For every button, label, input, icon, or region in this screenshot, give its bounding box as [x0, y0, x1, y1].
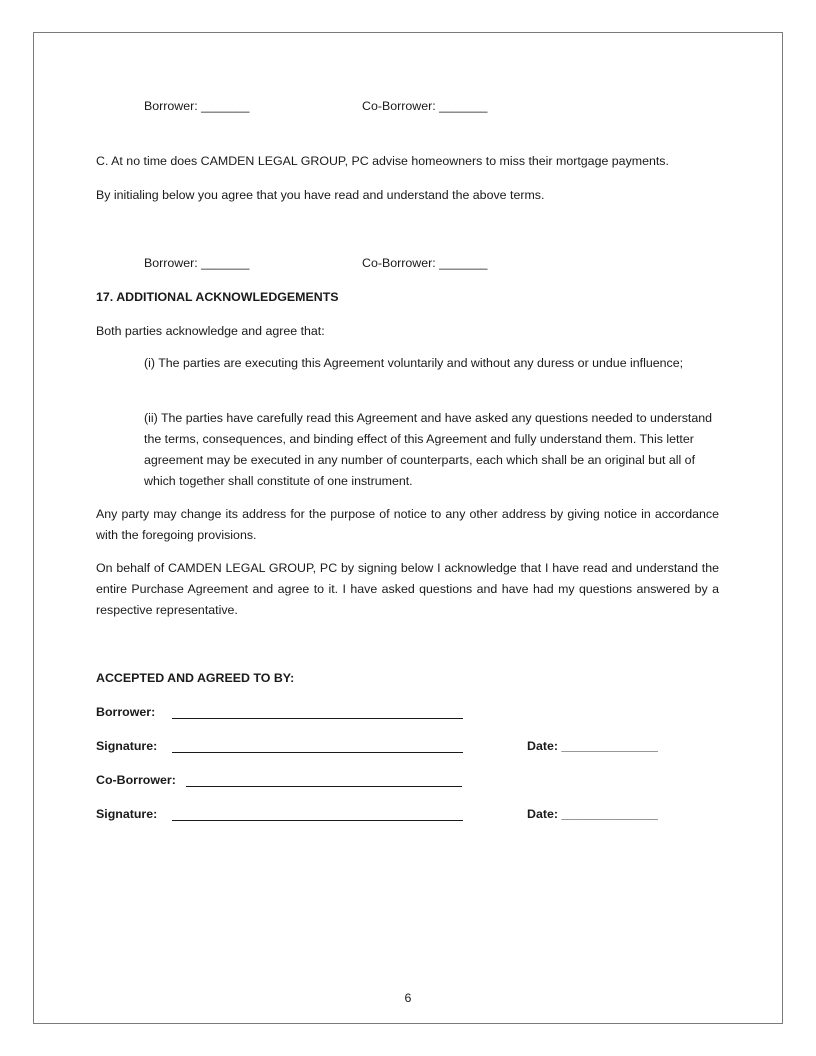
date-label-1: Date: ______________	[527, 739, 658, 753]
borrower-initial-2: Borrower: _______	[144, 256, 250, 270]
borrower-initial-1: Borrower: _______	[144, 99, 250, 113]
signature-line-1	[172, 752, 463, 753]
date-label-2: Date: ______________	[527, 807, 658, 821]
borrower-label: Borrower:	[96, 705, 156, 719]
section-17-intro: Both parties acknowledge and agree that:	[96, 324, 325, 338]
borrower-name-line	[172, 718, 463, 719]
page-number: 6	[404, 991, 412, 1005]
signature-label-1: Signature:	[96, 739, 158, 753]
clause-c: C. At no time does CAMDEN LEGAL GROUP, PC advise homeowners to miss their mortgage payments.	[96, 154, 669, 168]
signature-line-2	[172, 820, 463, 821]
address-paragraph: Any party may change its address for the purpose of notice to any other address by giving notice in accordance with the foregoing provisions.	[96, 507, 719, 542]
signature-label-2: Signature:	[96, 807, 158, 821]
co-borrower-label: Co-Borrower:	[96, 773, 176, 787]
section-17-heading: 17. ADDITIONAL ACKNOWLEDGEMENTS	[96, 290, 339, 304]
initial-notice: By initialing below you agree that you have read and understand the above terms.	[96, 188, 545, 202]
acceptance-heading: ACCEPTED AND AGREED TO BY:	[96, 671, 295, 685]
section-17-item-i: (i) The parties are executing this Agreement voluntarily and without any duress or undue influence;	[144, 356, 684, 370]
co-borrower-name-line	[186, 786, 462, 787]
co-borrower-initial-2: Co-Borrower: _______	[362, 256, 488, 270]
co-borrower-initial-1: Co-Borrower: _______	[362, 99, 488, 113]
behalf-paragraph: On behalf of CAMDEN LEGAL GROUP, PC by signing below I acknowledge that I have read and understand the entire Purchase Agreement and agree to it. I have asked questions and have had my questions answered by a respective representative.	[96, 561, 719, 617]
section-17-item-ii: (ii) The parties have carefully read this Agreement and have asked any questions needed to understand the terms, consequences, and binding effect of this Agreement and fully understand them. This letter agreement may be executed in any number of counterparts, each which shall be an original but all of which together shall constitute of one instrument.	[144, 411, 713, 488]
